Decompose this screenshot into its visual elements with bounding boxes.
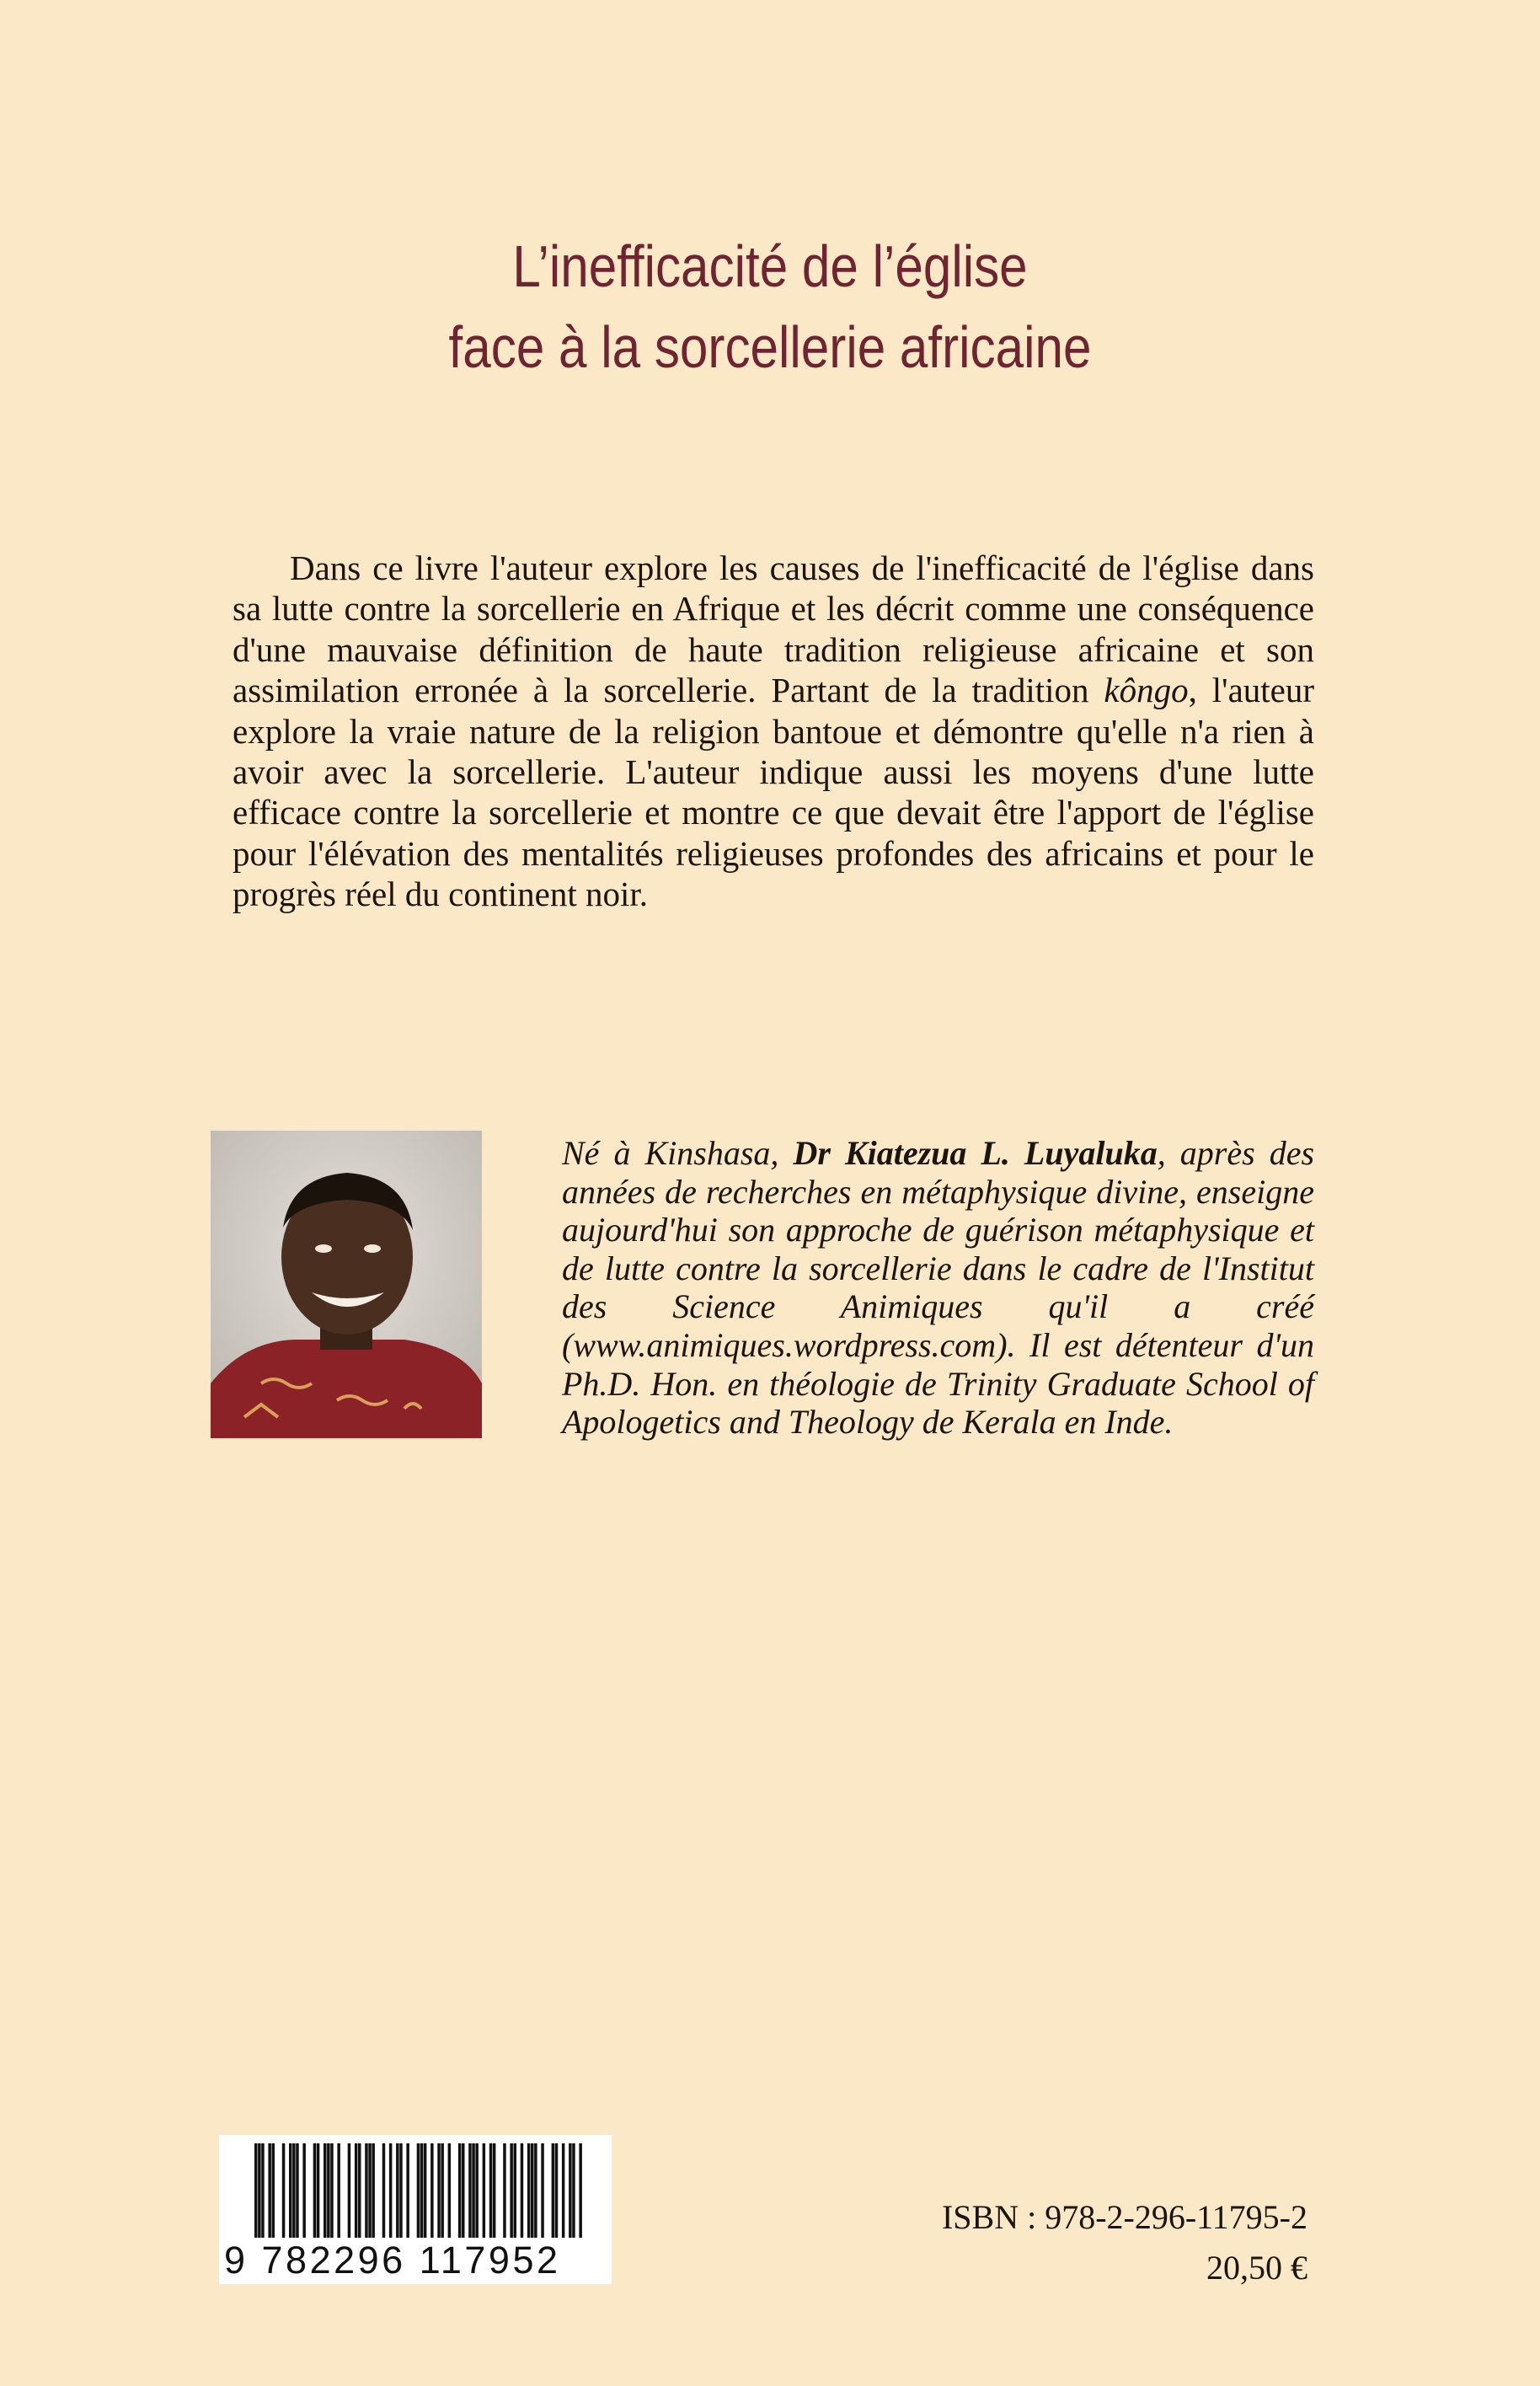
barcode-bar [493,2143,496,2238]
barcode-bar [296,2143,299,2238]
blurb-italic-word: kôngo [1104,671,1189,710]
barcode-bar [268,2143,271,2238]
barcode-bar [424,2143,427,2238]
barcode-bar [302,2143,306,2238]
barcode-bar [552,2143,555,2238]
barcode-bar [437,2143,441,2238]
barcode-bar [348,2143,351,2238]
author-bio [562,1134,1314,1442]
blurb-text-end: , l'auteur explore la vraie nature de la religion bantoue et démontre qu'elle n'a rien à avoir avec la sorcellerie. L'auteur indique aussi les moyens d'une lutte efficace contre la sorcellerie et montre ce que devait être l'apport de l'église pour l'élévation des mentalités religieuses profondes des africains et pour le progrès réel du continent noir. [233,671,1315,914]
barcode-bar [389,2143,393,2238]
barcode-bar [483,2143,486,2238]
barcode-bar [261,2143,265,2238]
book-title [108,226,1432,388]
barcode-bar [254,2143,258,2238]
barcode-bar [337,2143,340,2238]
barcode-bar [382,2143,386,2238]
barcode-bar [324,2143,327,2238]
barcode-bar [292,2143,296,2238]
title-line-2: face à la sorcellerie africaine [448,314,1092,380]
barcode [219,2135,612,2284]
bio-text: , après des années de recherches en métaphysique divine, enseigne aujourd'hui son approche de guérison métaphysique et de lutte contre la sorcellerie dans le cadre de l'Institut des Science Animiques qu'il a créé (www.animiques.wordpress.com). Il est détenteur d'un Ph.D. Hon. en théologie de Trinity Graduate School of Apologetics and Theology de Kerala en Inde. [562,1134,1315,1442]
barcode-bar [365,2143,368,2238]
barcode-bar [417,2143,420,2238]
barcode-bar [458,2143,462,2238]
barcode-bar [514,2143,517,2238]
barcode-bar [372,2143,375,2238]
barcode-bar [282,2143,286,2238]
author-name: Dr Kiatezua L. Luyaluka [793,1134,1158,1172]
isbn-label: ISBN : 978-2-296-11795-2 [941,2198,1307,2236]
barcode-bar [468,2143,472,2238]
barcode-bar [272,2143,275,2238]
barcode-bar [327,2143,330,2238]
barcode-bar [569,2143,572,2238]
barcode-bar [355,2143,358,2238]
blurb-text-start: Dans ce livre l'auteur explore les causes de l'inefficacité de l'église dans sa lutte contre la sorcellerie en Afrique et les décrit comme une conséquence d'une mauvaise définition de haute tradition religieuse africaine et son assimilation erronée à la sorcellerie. Partant de la tradition [233,548,1314,710]
bio-intro: Né à Kinshasa, [562,1134,794,1172]
barcode-bar [541,2143,544,2238]
barcode-bar [313,2143,317,2238]
barcode-digits: 9 782296 117952 [224,2239,561,2282]
title-line-1: L’inefficacité de l’église [512,233,1028,299]
author-photo [211,1131,482,1438]
barcode-bar [572,2143,575,2238]
price-label: 20,50 € [1206,2249,1307,2287]
barcode-bar [534,2143,537,2238]
barcode-bar [330,2143,334,2238]
barcode-bar [489,2143,493,2238]
barcode-bar [448,2143,452,2238]
barcode-bar [462,2143,465,2238]
barcode-bar [258,2143,261,2238]
barcode-bar [430,2143,433,2238]
barcode-bar [317,2143,320,2238]
barcode-bars [219,2135,612,2240]
barcode-bar [358,2143,361,2238]
barcode-bar [555,2143,559,2238]
barcode-bar [579,2143,582,2238]
book-blurb [233,548,1314,915]
barcode-bar [562,2143,565,2238]
barcode-bar [475,2143,479,2238]
barcode-bar [503,2143,506,2238]
barcode-bar [420,2143,424,2238]
barcode-bar [510,2143,513,2238]
barcode-bar [472,2143,475,2238]
barcode-bar [531,2143,534,2238]
barcode-bar [527,2143,531,2238]
barcode-bar [399,2143,403,2238]
barcode-bar [396,2143,399,2238]
barcode-bar [406,2143,409,2238]
barcode-bar [441,2143,444,2238]
barcode-bar [521,2143,524,2238]
barcode-bar [289,2143,292,2238]
barcode-bar [368,2143,372,2238]
